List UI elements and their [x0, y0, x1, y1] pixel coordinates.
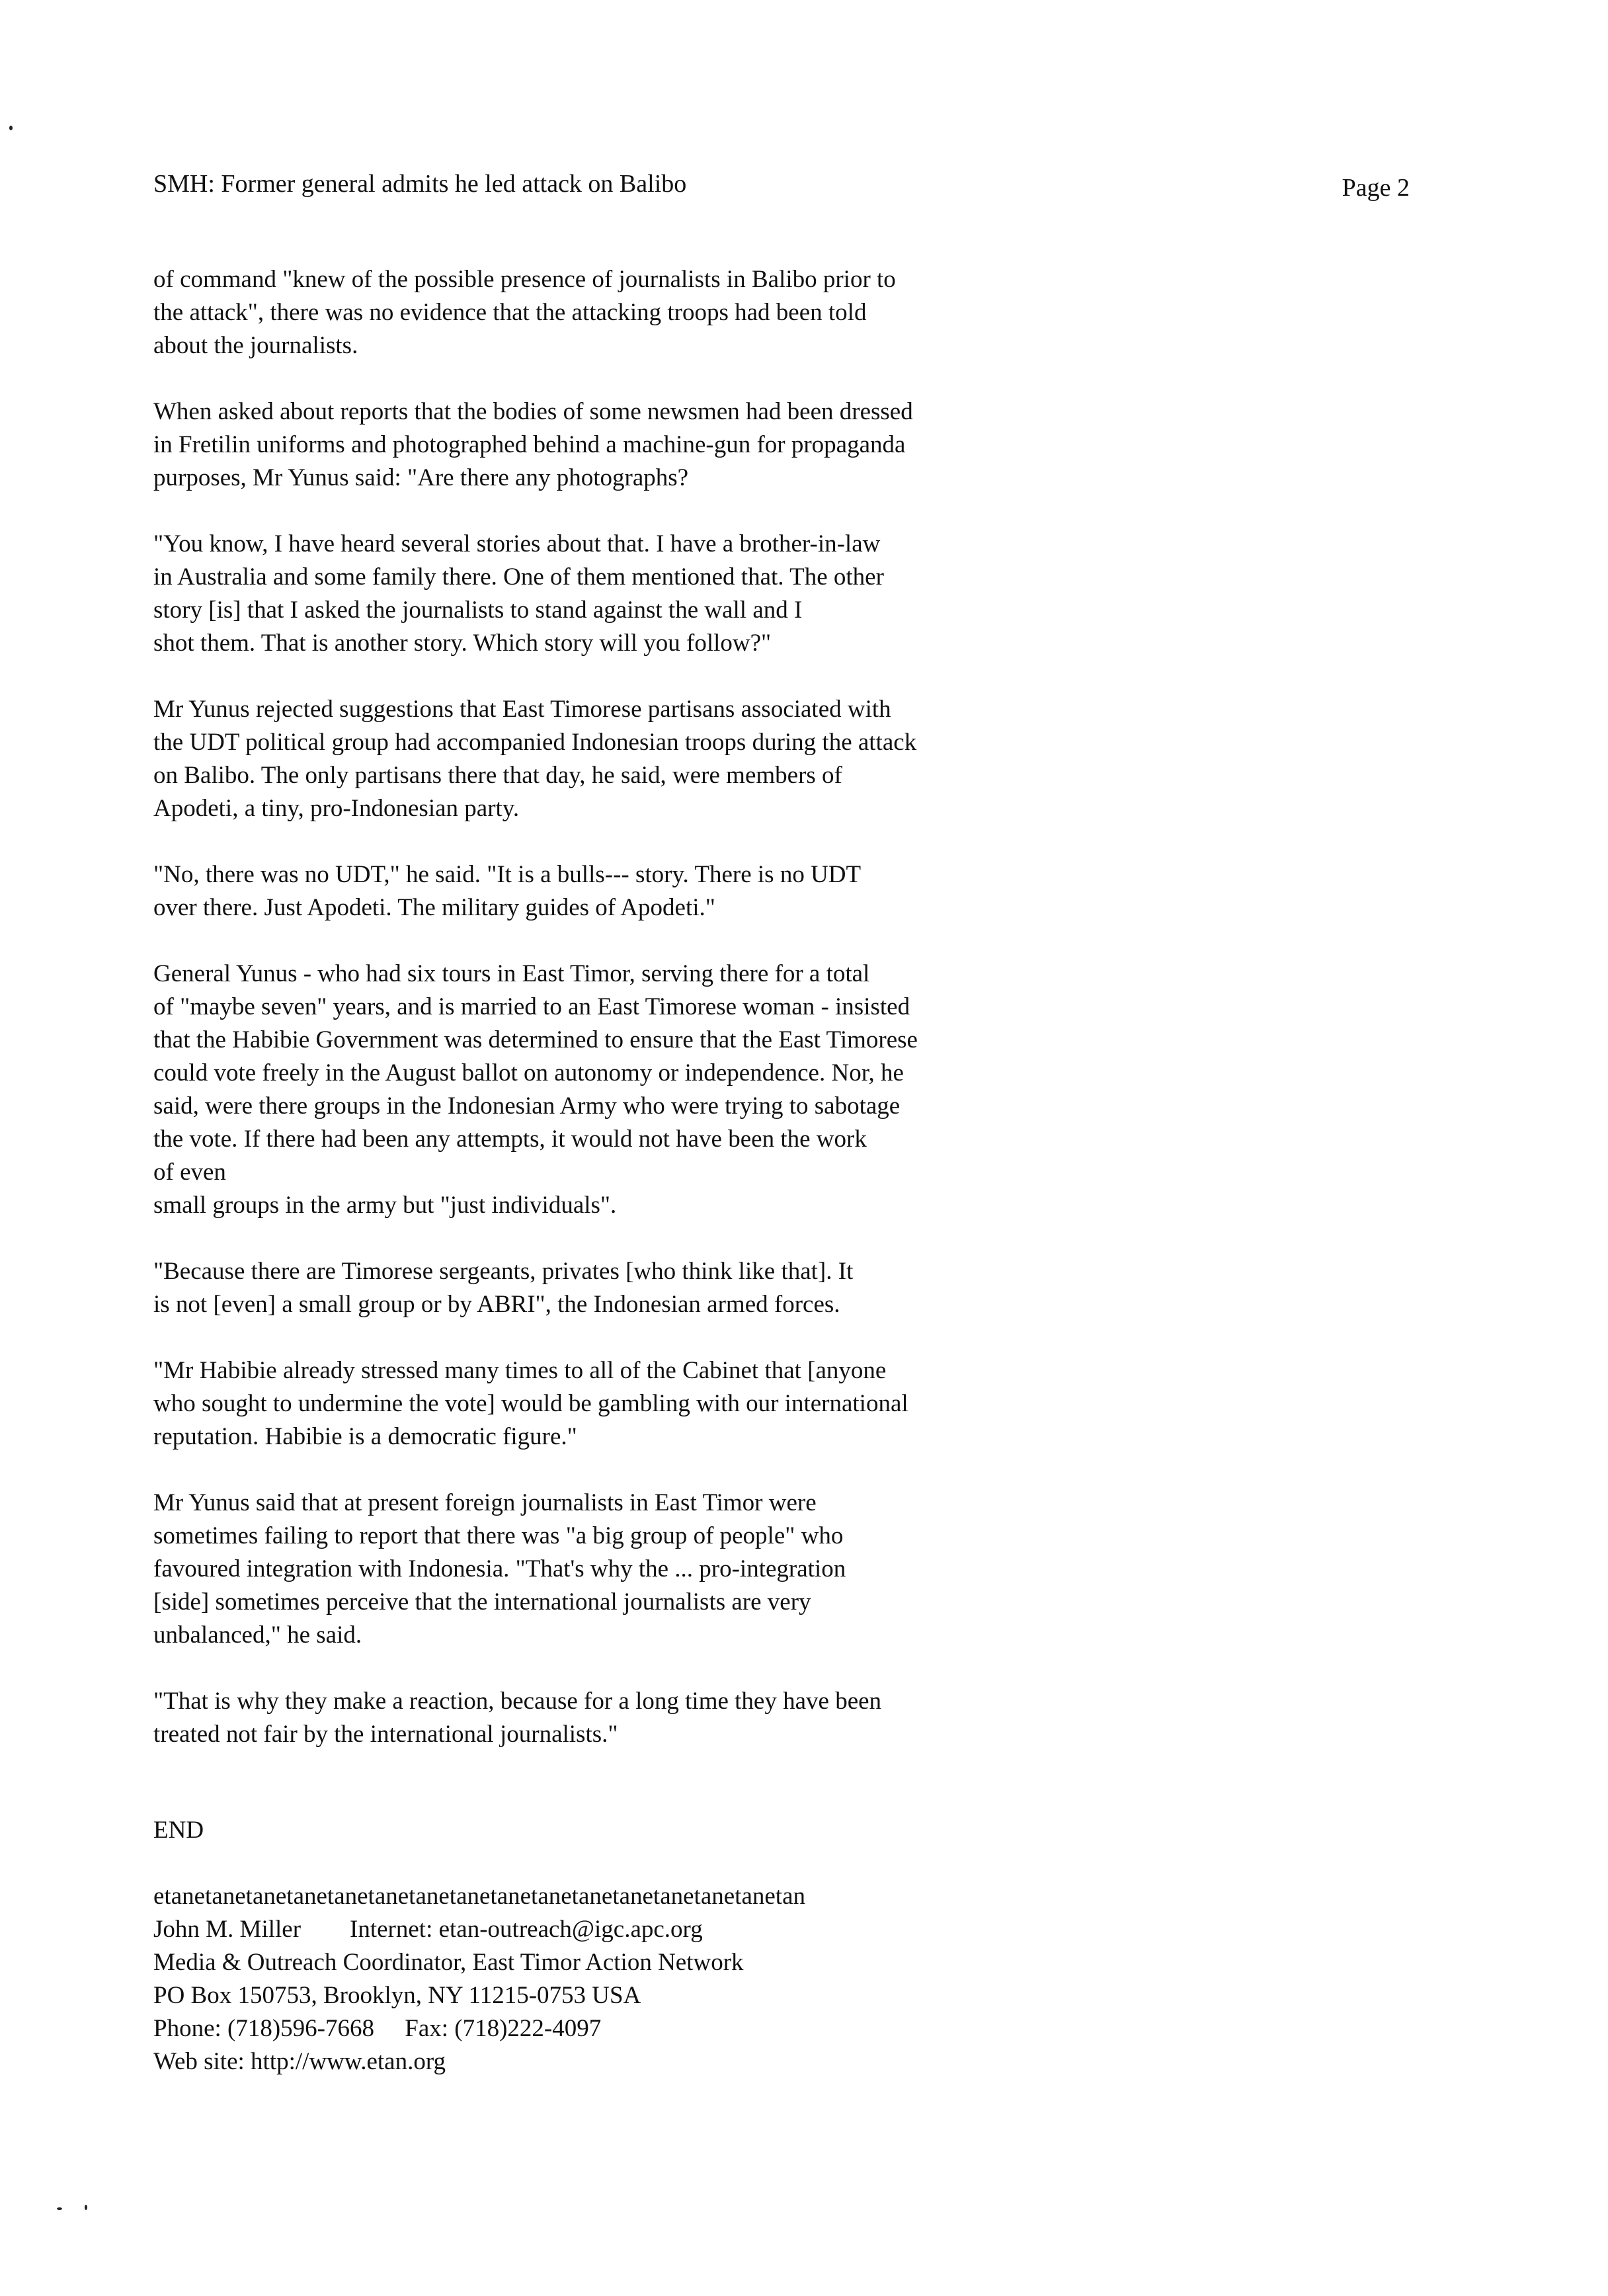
paragraph-list — [153, 263, 1410, 1751]
signature-block — [153, 1880, 1410, 2078]
end-marker: END — [153, 1817, 204, 1844]
paragraph-line: Mr Yunus said that at present foreign journalists in East Timor were — [153, 1489, 817, 1516]
paragraph-line: unbalanced," he said. — [153, 1621, 362, 1649]
paragraph-line: of command "knew of the possible presence of journalists in Balibo prior to — [153, 266, 896, 293]
article-paragraph — [153, 858, 1410, 924]
paragraph-line: [side] sometimes perceive that the international journalists are very — [153, 1588, 811, 1616]
article-paragraph — [153, 1255, 1410, 1321]
paragraph-line: "You know, I have heard several stories about that. I have a brother-in-law — [153, 530, 881, 557]
paragraph-line: Mr Yunus rejected suggestions that East Timorese partisans associated with — [153, 696, 891, 723]
paragraph-line: is not [even] a small group or by ABRI", the Indonesian armed forces. — [153, 1291, 840, 1318]
paragraph-line: the attack", there was no evidence that the attacking troops had been told — [153, 299, 867, 326]
article-paragraph — [153, 958, 1410, 1222]
article-body — [153, 263, 1410, 2078]
signature-line: Phone: (718)596-7668 Fax: (718)222-4097 — [153, 2015, 602, 2042]
paragraph-line: reputation. Habibie is a democratic figure." — [153, 1423, 577, 1450]
paragraph-line: favoured integration with Indonesia. "That's why the ... pro-integration — [153, 1555, 846, 1582]
paragraph-line: "Mr Habibie already stressed many times to all of the Cabinet that [anyone — [153, 1357, 887, 1384]
paragraph-line: sometimes failing to report that there was "a big group of people" who — [153, 1522, 844, 1549]
page-number: Page 2 — [1342, 174, 1410, 202]
article-paragraph — [153, 693, 1410, 825]
paragraph-line: over there. Just Apodeti. The military guides of Apodeti." — [153, 894, 715, 921]
paragraph-line: story [is] that I asked the journalists to stand against the wall and I — [153, 596, 803, 624]
article-paragraph — [153, 395, 1410, 495]
paragraph-line: about the journalists. — [153, 332, 358, 359]
paragraph-line: small groups in the army but "just individuals". — [153, 1192, 617, 1219]
paragraph-line: When asked about reports that the bodies of some newsmen had been dressed — [153, 398, 913, 425]
paragraph-line: Apodeti, a tiny, pro-Indonesian party. — [153, 795, 520, 822]
scan-speck — [85, 2205, 87, 2210]
document-title: SMH: Former general admits he led attack on Balibo — [153, 170, 687, 198]
paragraph-line: who sought to undermine the vote] would be gambling with our international — [153, 1390, 908, 1417]
article-paragraph — [153, 1354, 1410, 1454]
scan-speck — [57, 2207, 62, 2210]
paragraph-line: shot them. That is another story. Which story will you follow?" — [153, 630, 772, 657]
paragraph-line: of "maybe seven" years, and is married to an East Timorese woman - insisted — [153, 993, 910, 1020]
paragraph-line: on Balibo. The only partisans there that day, he said, were members of — [153, 762, 842, 789]
paragraph-line: that the Habibie Government was determined to ensure that the East Timorese — [153, 1026, 918, 1053]
page-header — [153, 164, 1410, 204]
scan-speck — [9, 126, 13, 130]
article-paragraph — [153, 1685, 1410, 1751]
paragraph-line: said, were there groups in the Indonesian Army who were trying to sabotage — [153, 1092, 901, 1120]
signature-line: etanetanetanetanetanetanetanetanetanetanetanetanetanetanetanetan — [153, 1883, 805, 1910]
signature-line: Web site: http://www.etan.org — [153, 2048, 446, 2075]
paragraph-line: purposes, Mr Yunus said: "Are there any photographs? — [153, 464, 689, 491]
paragraph-line: treated not fair by the international journalists." — [153, 1721, 618, 1748]
paragraph-line: in Australia and some family there. One of them mentioned that. The other — [153, 563, 884, 591]
paragraph-line: of even — [153, 1159, 226, 1186]
paragraph-line: the vote. If there had been any attempts, it would not have been the work — [153, 1126, 867, 1153]
signature-line: John M. Miller Internet: etan-outreach@igc.apc.org — [153, 1916, 703, 1943]
article-paragraph — [153, 263, 1410, 362]
article-paragraph — [153, 528, 1410, 660]
signature-line: PO Box 150753, Brooklyn, NY 11215-0753 USA — [153, 1982, 641, 2009]
paragraph-line: in Fretilin uniforms and photographed behind a machine-gun for propaganda — [153, 431, 906, 458]
paragraph-line: General Yunus - who had six tours in East Timor, serving there for a total — [153, 960, 870, 987]
paragraph-line: "Because there are Timorese sergeants, privates [who think like that]. It — [153, 1258, 854, 1285]
paragraph-line: could vote freely in the August ballot on autonomy or independence. Nor, he — [153, 1059, 904, 1086]
article-paragraph — [153, 1487, 1410, 1652]
paragraph-line: the UDT political group had accompanied Indonesian troops during the attack — [153, 729, 917, 756]
signature-line: Media & Outreach Coordinator, East Timor Action Network — [153, 1949, 744, 1976]
paragraph-line: "That is why they make a reaction, because for a long time they have been — [153, 1688, 882, 1715]
paragraph-line: "No, there was no UDT," he said. "It is a bulls--- story. There is no UDT — [153, 861, 862, 888]
